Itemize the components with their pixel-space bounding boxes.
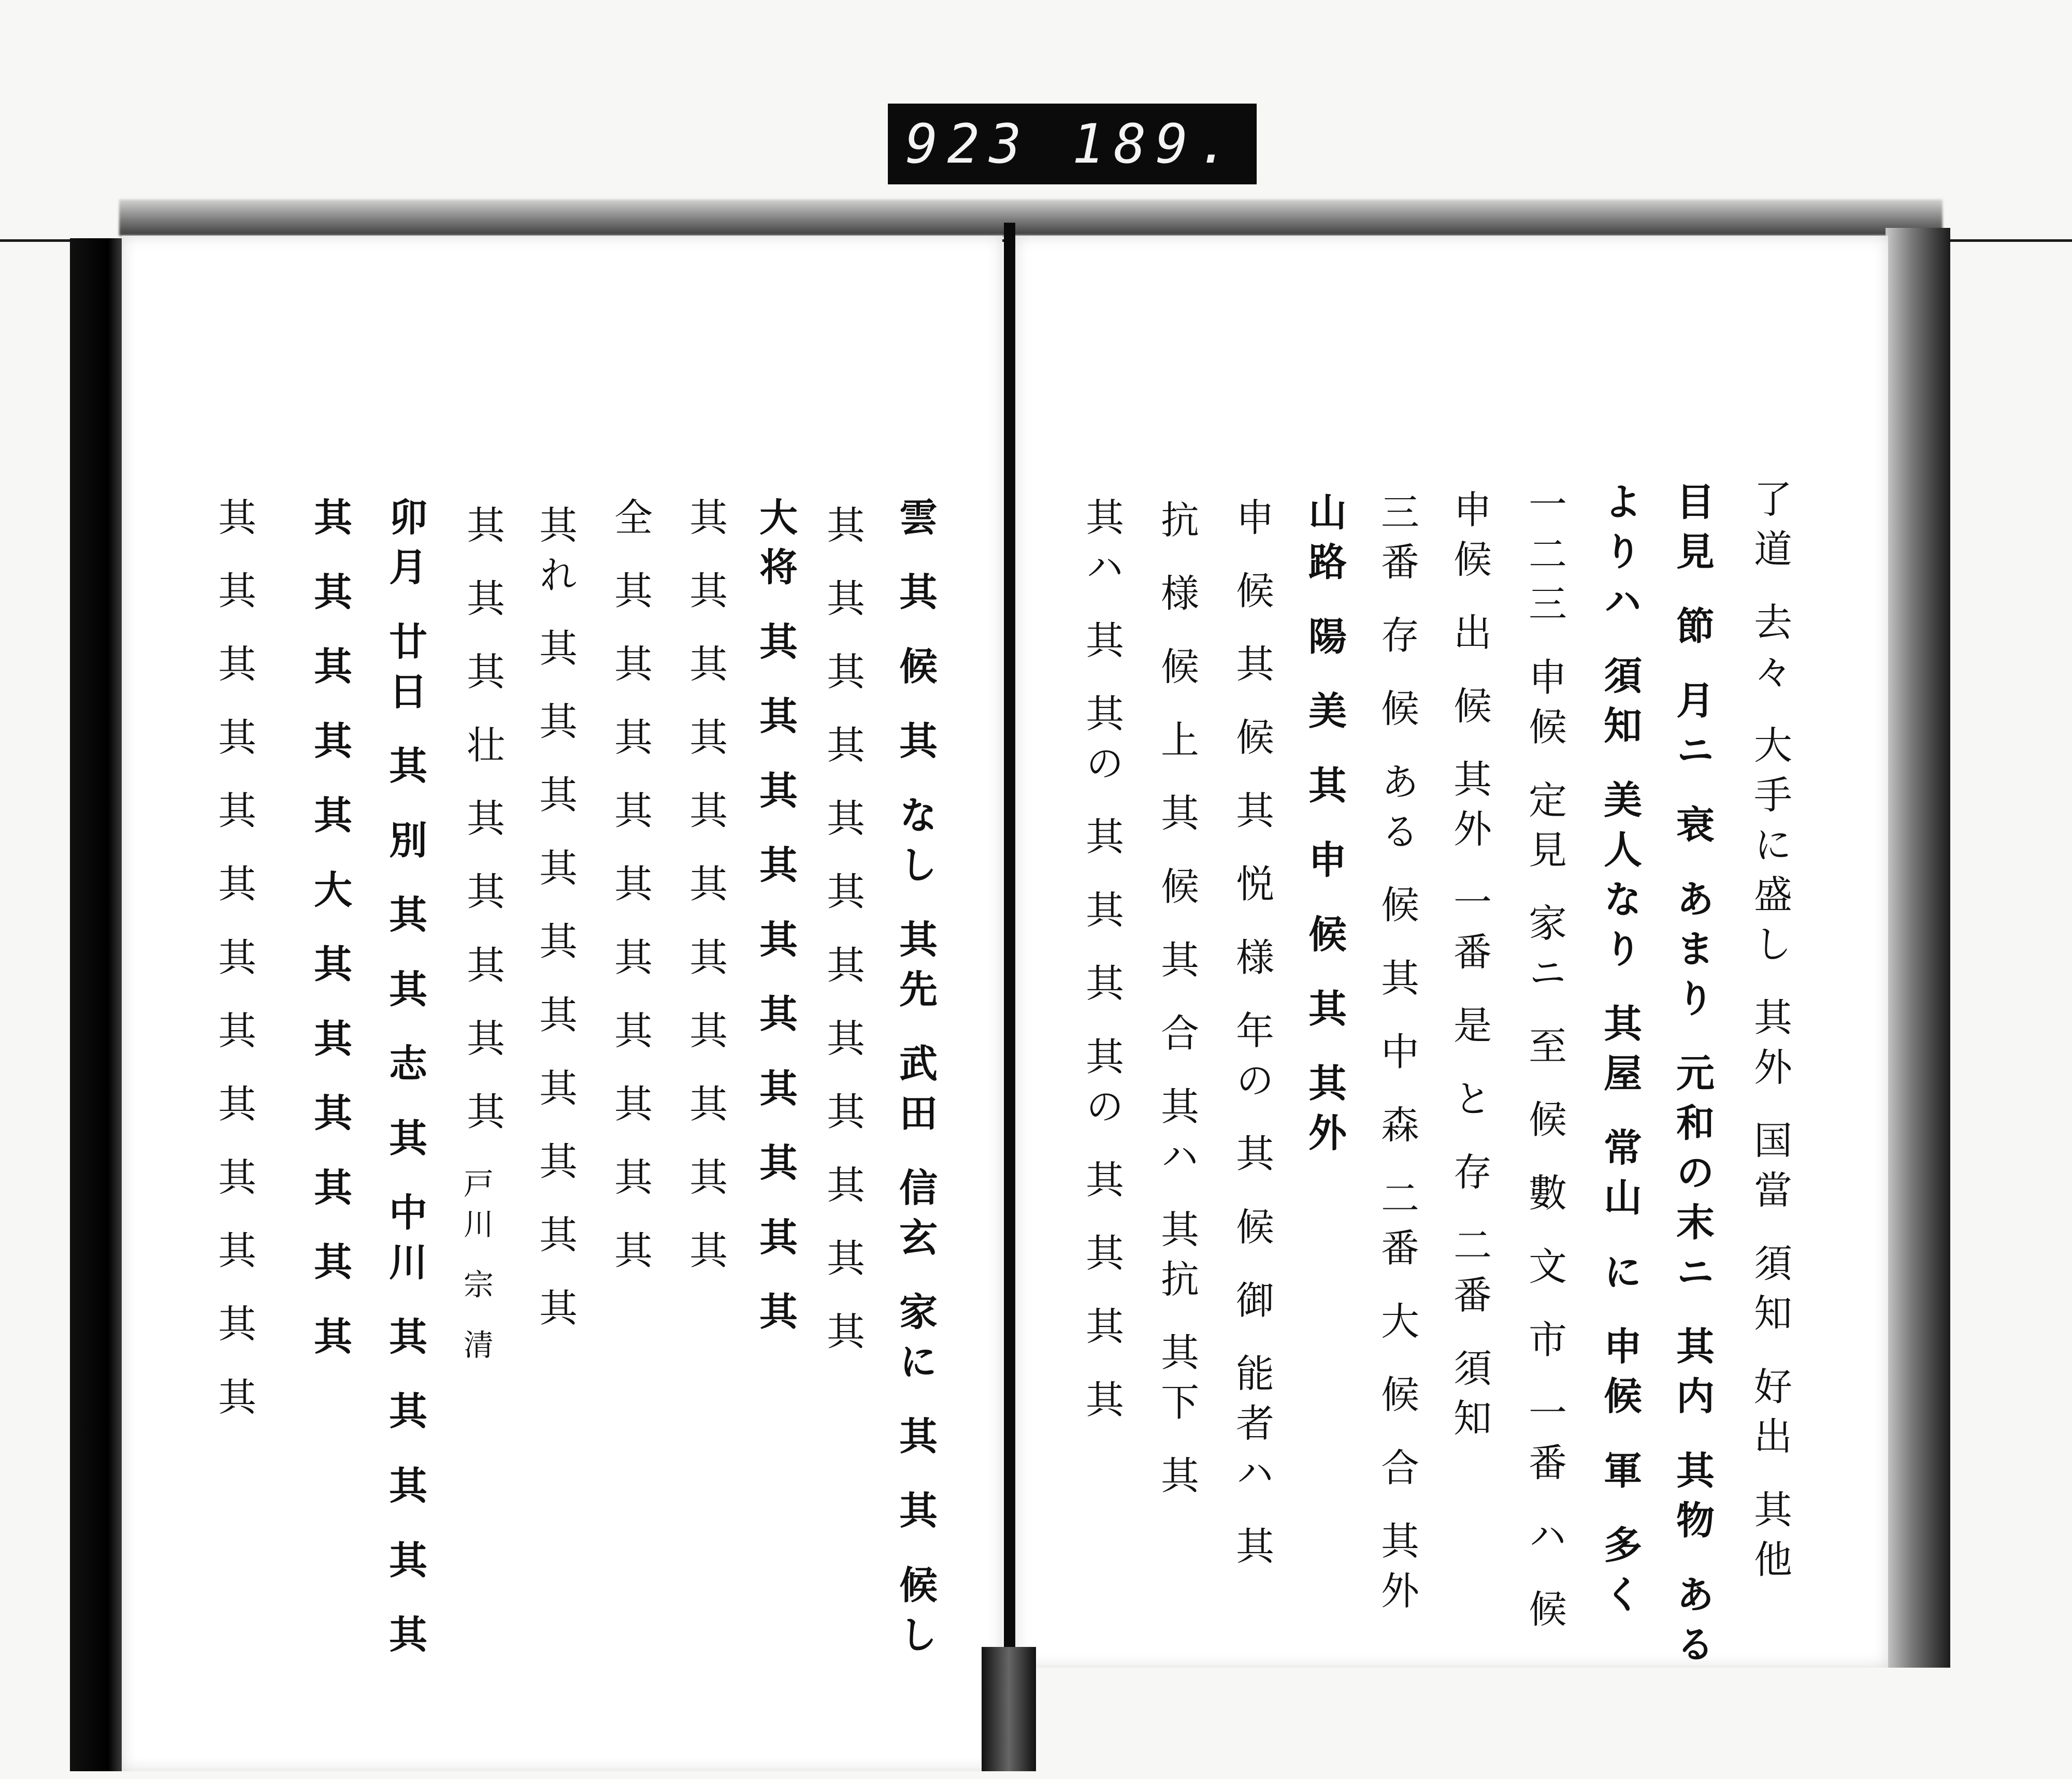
left-col-4: 其 其 其 其 其 其 其 其 其 其 其: [683, 497, 728, 1280]
left-book-edge: [70, 238, 124, 1771]
right-book-edge: [1886, 228, 1950, 1668]
right-col-2: 目見 節 月ニ 衰 あまり 元和の末ニ 其内 其物 ある: [1670, 482, 1715, 1674]
right-col-6: 三番 存 候 ある 候 其 中 森 二番 大 候 合 其外: [1375, 492, 1419, 1621]
right-col-3: よりハ 須知 美人なり 其屋 常山 に 申候 軍 多く: [1598, 482, 1642, 1625]
left-col-10: 其 其 其 其 其 其 其 其 其 其 其 其 其: [212, 497, 256, 1427]
right-col-8: 申 候 其 候 其 悦 様 年の 其 候 御 能者ハ 其: [1230, 497, 1274, 1576]
left-col-6: 其れ 其 其 其 其 其 其 其 其 其 其: [533, 505, 578, 1338]
left-col-1: 雲 其 候 其 なし 其先 武田 信玄 家に 其 其 候し: [893, 497, 938, 1665]
archive-number-right: 189.: [1072, 112, 1239, 176]
left-col-5: 全 其 其 其 其 其 其 其 其 其 其: [608, 497, 653, 1280]
book-gutter: [1004, 223, 1015, 1771]
left-col-9: 其 其 其 其 其 大 其 其 其 其 其 其: [308, 497, 352, 1366]
gutter-foot-shadow: [982, 1647, 1036, 1771]
right-page: [1015, 236, 1888, 1674]
archive-number-label: [888, 104, 1257, 184]
left-col-3: 大将 其 其 其 其 其 其 其 其 其 其: [753, 497, 798, 1341]
left-page: [122, 236, 1002, 1771]
archive-number-left: 923: [905, 112, 1031, 176]
right-col-1: 了道 去々 大手に盛し 其外 国當 須知 好出 其他: [1748, 479, 1792, 1589]
left-col-8: 卯月 廿日 其 別 其 其 志 其 中川 其 其 其 其 其: [383, 497, 427, 1664]
right-col-10: 其ハ 其 其の 其 其 其 其の 其 其 其 其: [1080, 497, 1124, 1429]
right-col-4: 一二三 申候 定見 家ニ 至 候 數 文 市 一番 ハ 候: [1522, 484, 1567, 1639]
right-col-9: 抗 様 候 上 其 候 其 合 其ハ 其抗 其下 其: [1155, 500, 1199, 1505]
left-col-7: 其 其 其 壮 其 其 其 其 其: [461, 505, 505, 1141]
right-col-5: 申候 出 候 其外 一番 是 と 存 二番 須知: [1447, 489, 1492, 1448]
right-col-7: 山路 陽 美 其 申 候 其 其外: [1302, 492, 1347, 1163]
left-col-2: 其 其 其 其 其 其 其 其 其 其 其 其: [821, 505, 865, 1361]
left-col-author: 戸川 宗 清: [458, 1168, 494, 1369]
top-binding-shadow: [119, 199, 1942, 236]
